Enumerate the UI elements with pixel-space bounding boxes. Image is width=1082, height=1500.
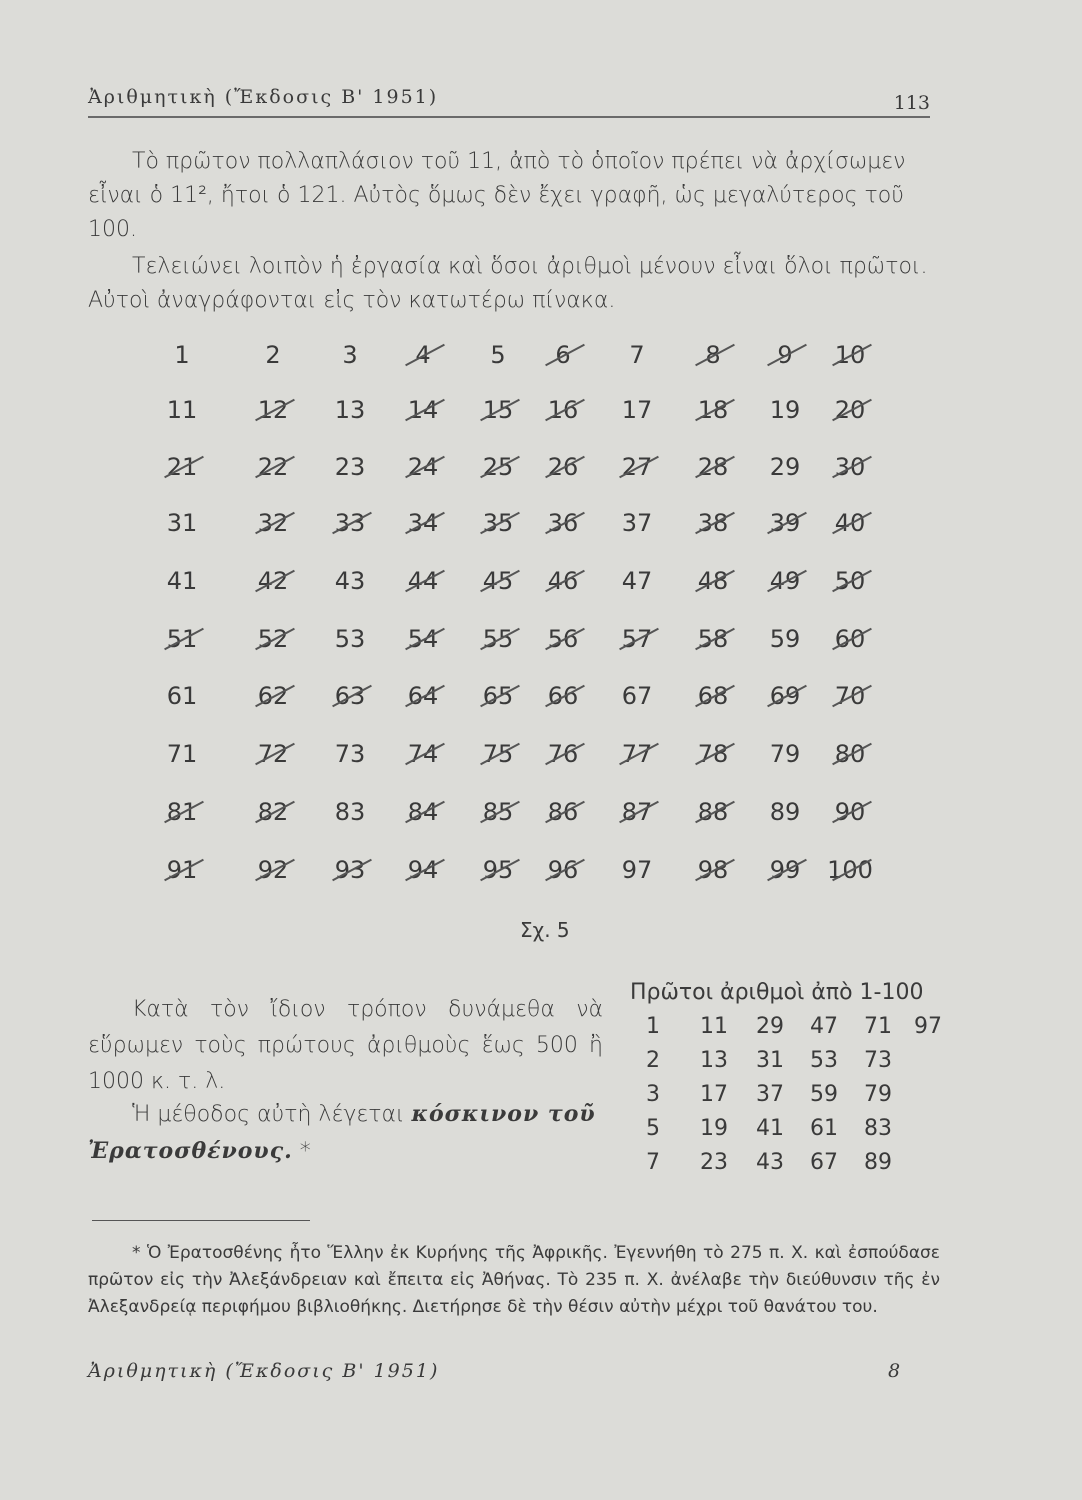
sieve-number: 95 xyxy=(468,850,528,890)
sieve-number: 16 xyxy=(533,390,593,430)
sieve-number: 52 xyxy=(243,619,303,659)
sieve-number: 27 xyxy=(607,447,667,487)
sieve-number: 25 xyxy=(468,447,528,487)
primes-table-row xyxy=(630,1112,940,1146)
prime-number: 19 xyxy=(700,1116,728,1141)
sieve-number: 84 xyxy=(393,792,453,832)
prime-number: 13 xyxy=(700,1048,728,1073)
prime-number: 47 xyxy=(810,1014,838,1039)
sieve-number: 37 xyxy=(621,509,653,537)
primes-table-row xyxy=(630,1010,940,1044)
sieve-number: 3 xyxy=(342,341,358,369)
sieve-number: 90 xyxy=(820,792,880,832)
sieve-number: 21 xyxy=(152,447,212,487)
primes-table-row xyxy=(630,1078,940,1112)
sieve-number: 38 xyxy=(683,503,743,543)
sieve-number: 9 xyxy=(755,335,815,375)
sieve-number: 20 xyxy=(820,390,880,430)
sieve-number: 46 xyxy=(533,561,593,601)
sieve-number: 31 xyxy=(166,509,198,537)
prime-number: 53 xyxy=(810,1048,838,1073)
sieve-number: 58 xyxy=(683,619,743,659)
sieve-number: 43 xyxy=(334,567,366,595)
sieve-number: 57 xyxy=(607,619,667,659)
sieve-number: 17 xyxy=(621,396,653,424)
sieve-number: 80 xyxy=(820,734,880,774)
prime-number: 29 xyxy=(756,1014,784,1039)
sieve-number: 61 xyxy=(166,682,198,710)
sieve-number: 70 xyxy=(820,676,880,716)
sieve-number: 72 xyxy=(243,734,303,774)
sieve-number: 41 xyxy=(166,567,198,595)
sieve-number: 39 xyxy=(755,503,815,543)
sieve-number: 76 xyxy=(533,734,593,774)
footnote-marker: * xyxy=(299,1139,311,1164)
sieve-number: 15 xyxy=(468,390,528,430)
sieve-number: 23 xyxy=(334,453,366,481)
sieve-number: 96 xyxy=(533,850,593,890)
sieve-number: 33 xyxy=(320,503,380,543)
prime-number: 3 xyxy=(646,1082,660,1107)
sieve-number: 59 xyxy=(769,625,801,653)
sieve-number: 98 xyxy=(683,850,743,890)
sieve-number: 2 xyxy=(265,341,281,369)
method-name-paragraph xyxy=(88,1096,603,1170)
primes-table-row xyxy=(630,1146,940,1180)
prime-number: 97 xyxy=(914,1014,942,1039)
sieve-number: 100 xyxy=(820,850,880,890)
prime-number: 31 xyxy=(756,1048,784,1073)
prime-number: 41 xyxy=(756,1116,784,1141)
prime-number: 17 xyxy=(700,1082,728,1107)
sieve-number: 50 xyxy=(820,561,880,601)
primes-table xyxy=(630,976,940,1180)
sieve-number: 44 xyxy=(393,561,453,601)
footer-signature: 8 xyxy=(888,1360,901,1382)
sieve-number: 10 xyxy=(820,335,880,375)
sieve-number: 79 xyxy=(769,740,801,768)
sieve-number: 51 xyxy=(152,619,212,659)
figure-caption: Σχ. 5 xyxy=(520,918,570,942)
sieve-number: 86 xyxy=(533,792,593,832)
prime-number: 71 xyxy=(864,1014,892,1039)
header-title: Ἀριθμητικὴ (Ἔκδοσις Β' 1951) xyxy=(88,86,439,108)
sieve-number: 48 xyxy=(683,561,743,601)
sieve-number: 92 xyxy=(243,850,303,890)
prime-number: 59 xyxy=(810,1082,838,1107)
prime-number: 83 xyxy=(864,1116,892,1141)
sieve-number: 73 xyxy=(334,740,366,768)
sieve-number: 26 xyxy=(533,447,593,487)
sieve-number: 94 xyxy=(393,850,453,890)
sieve-number: 49 xyxy=(755,561,815,601)
sieve-number: 87 xyxy=(607,792,667,832)
sieve-number: 55 xyxy=(468,619,528,659)
sieve-number: 45 xyxy=(468,561,528,601)
sieve-number: 29 xyxy=(769,453,801,481)
prime-number: 23 xyxy=(700,1150,728,1175)
prime-number: 1 xyxy=(646,1014,660,1039)
sieve-number: 77 xyxy=(607,734,667,774)
sieve-number: 78 xyxy=(683,734,743,774)
sieve-number: 32 xyxy=(243,503,303,543)
sieve-number: 47 xyxy=(621,567,653,595)
sieve-number: 63 xyxy=(320,676,380,716)
sieve-number: 93 xyxy=(320,850,380,890)
prime-number: 37 xyxy=(756,1082,784,1107)
sieve-number: 13 xyxy=(334,396,366,424)
sieve-number: 19 xyxy=(769,396,801,424)
sieve-number: 14 xyxy=(393,390,453,430)
sieve-number: 35 xyxy=(468,503,528,543)
footnote: * Ὁ Ἐρατοσθένης ἦτο Ἕλλην ἐκ Κυρήνης τῆς Ἀφρικῆς. Ἐγεννήθη τὸ 275 π. Χ. καὶ ἐσπούδασε πρῶτον εἰς τὴν Ἀλεξάνδρειαν καὶ ἔπειτα εἰς Ἀθήνας. Τὸ 235 π. Χ. ἀνέλαβε τὴν διεύθυνσιν τῆς ἐν Ἀλεξανδρείᾳ περιφήμου βιβλιοθήκης. Διετήρησε δὲ τὴν θέσιν αὐτὴν μέχρι τοῦ θανάτου του. xyxy=(88,1243,940,1317)
sieve-number: 5 xyxy=(490,341,506,369)
footer-title: Ἀριθμητικὴ (Ἔκδοσις Β' 1951) xyxy=(88,1360,440,1382)
sieve-number: 71 xyxy=(166,740,198,768)
sieve-number: 67 xyxy=(621,682,653,710)
sieve-number: 18 xyxy=(683,390,743,430)
sieve-number: 64 xyxy=(393,676,453,716)
sieve-number: 12 xyxy=(243,390,303,430)
sieve-number: 8 xyxy=(683,335,743,375)
sieve-number: 1 xyxy=(174,341,190,369)
sieve-number: 36 xyxy=(533,503,593,543)
prime-number: 73 xyxy=(864,1048,892,1073)
prime-number: 89 xyxy=(864,1150,892,1175)
sieve-number: 97 xyxy=(621,856,653,884)
prime-number: 61 xyxy=(810,1116,838,1141)
primes-table-title: Πρῶτοι ἀριθμοὶ ἀπὸ 1-100 xyxy=(630,980,924,1005)
prime-number: 5 xyxy=(646,1116,660,1141)
prime-number: 79 xyxy=(864,1082,892,1107)
sieve-number: 30 xyxy=(820,447,880,487)
sieve-number: 40 xyxy=(820,503,880,543)
page-number: 113 xyxy=(893,92,930,114)
sieve-number: 85 xyxy=(468,792,528,832)
prime-number: 43 xyxy=(756,1150,784,1175)
prime-number: 2 xyxy=(646,1048,660,1073)
sieve-number: 89 xyxy=(769,798,801,826)
method-name-prefix: Ἡ μέθοδος αὐτὴ λέγεται xyxy=(132,1102,405,1127)
sieve-number: 62 xyxy=(243,676,303,716)
sieve-number: 81 xyxy=(152,792,212,832)
sieve-number: 7 xyxy=(629,341,645,369)
prime-number: 67 xyxy=(810,1150,838,1175)
sieve-number: 83 xyxy=(334,798,366,826)
sieve-number: 69 xyxy=(755,676,815,716)
sieve-number: 82 xyxy=(243,792,303,832)
sieve-number: 42 xyxy=(243,561,303,601)
prime-number: 11 xyxy=(700,1014,728,1039)
sieve-number: 56 xyxy=(533,619,593,659)
prime-number: 7 xyxy=(646,1150,660,1175)
sieve-number: 99 xyxy=(755,850,815,890)
method-paragraph: Κατὰ τὸν ἴδιον τρόπον δυνάμεθα νὰ εὕρωμεν τοὺς πρώτους ἀριθμοὺς ἕως 500 ἢ 1000 κ. τ. λ. xyxy=(88,997,603,1094)
sieve-number: 4 xyxy=(393,335,453,375)
primes-table-row xyxy=(630,1044,940,1078)
sieve-number: 24 xyxy=(393,447,453,487)
sieve-number: 74 xyxy=(393,734,453,774)
sieve-number: 11 xyxy=(166,396,198,424)
sieve-number: 6 xyxy=(533,335,593,375)
sieve-number: 68 xyxy=(683,676,743,716)
sieve-number: 34 xyxy=(393,503,453,543)
method-name-term: κόσκινον τοῦ Ἐρατοσθένους. xyxy=(88,1101,596,1164)
sieve-number: 60 xyxy=(820,619,880,659)
sieve-number: 88 xyxy=(683,792,743,832)
intro-paragraph-1: Τὸ πρῶτον πολλαπλάσιον τοῦ 11, ἀπὸ τὸ ὁποῖον πρέπει νὰ ἀρχίσωμεν εἶναι ὁ 11², ἤτοι ὁ 121. Αὐτὸς ὅμως δὲν ἔχει γραφῆ, ὡς μεγαλύτερος τοῦ 100. xyxy=(88,149,906,242)
intro-paragraph-2: Τελειώνει λοιπὸν ἡ ἐργασία καὶ ὅσοι ἀριθμοὶ μένουν εἶναι ὅλοι πρῶτοι. Αὐτοὶ ἀναγράφονται εἰς τὸν κατωτέρω πίνακα. xyxy=(88,254,928,313)
sieve-number: 22 xyxy=(243,447,303,487)
footnote-rule xyxy=(92,1220,310,1221)
sieve-number: 65 xyxy=(468,676,528,716)
sieve-number: 75 xyxy=(468,734,528,774)
sieve-number: 54 xyxy=(393,619,453,659)
sieve-number: 53 xyxy=(334,625,366,653)
sieve-number: 28 xyxy=(683,447,743,487)
sieve-number: 66 xyxy=(533,676,593,716)
sieve-number: 91 xyxy=(152,850,212,890)
